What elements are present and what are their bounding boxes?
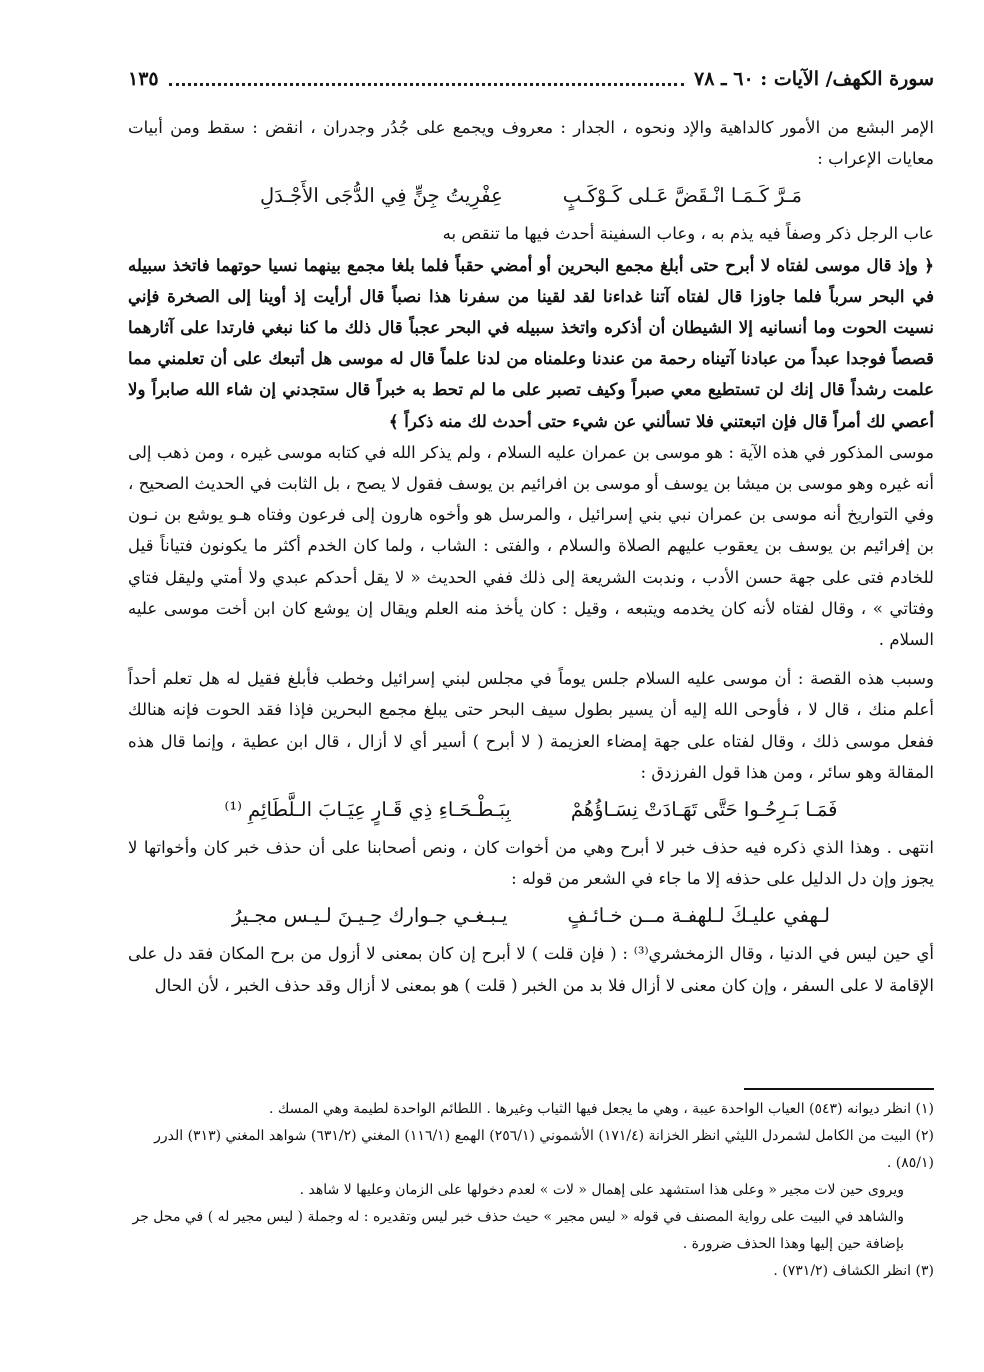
footnote: (٣) انظر الكشاف (٧٣١/٢) . bbox=[773, 1263, 934, 1279]
main-text bbox=[128, 112, 934, 1001]
footnote: (٢) البيت من الكامل لشمردل الليثي انظر الخزانة (١٧١/٤) الأشموني (٢٥٦/١) الهمع (١١٦/١) المغني (٦٣١/٢) شواهد المغني (٣١٣) الدرر (٨٥/١) . bbox=[154, 1128, 934, 1171]
verse-hemistich-first: فَمَـا بَـرِحُـوا حَتَّى تَهَـادَتْ نِسَـاؤُهُمْ bbox=[570, 798, 838, 822]
paragraph: وسبب هذه القصة : أن موسى عليه السلام جلس يوماً في مجلس لبني إسرائيل وخطب فأبلغ فقيل له هل تعلم أحداً أعلم منك ، قال لا ، فأوحى الله إليه أن يسير بطول سيف البحر حتى يبلغ مجمع البحرين فإذا فقد الحوت فإنه هنالك ففعل موسى ذلك ، وقال لفتاه على جهة إمضاء العزيمة ( لا أبرح ) أسير أي لا أزال ، قال ابن عطية ، وإنما قال هذه المقالة وهو سائر ، ومن هذا قول الفرزدق : bbox=[128, 669, 934, 782]
page-header bbox=[128, 62, 934, 96]
poetry-verse bbox=[128, 894, 934, 938]
footnote: (١) انظر ديوانه (٥٤٣) العياب الواحدة عيبة ، وهي ما يجعل فيها الثياب وغيرها . اللطائم الواحدة لطيمة وهي المسك . bbox=[268, 1101, 934, 1117]
header-dotted-leader bbox=[169, 73, 684, 86]
page-number: ١٣٥ bbox=[128, 68, 159, 90]
paragraph-gap bbox=[128, 655, 934, 663]
verse-hemistich-second: يـبـغـي جـوارك حِـيـنَ لـيـس مجـيرُ bbox=[232, 904, 508, 928]
paragraph: الإمر البشع من الأمور كالداهية والإد ونحوه ، الجدار : معروف ويجمع على جُدُر وجدران ، انقض : سقط ومن أبيات معايات الإعراب : bbox=[128, 118, 934, 169]
footnote-separator bbox=[744, 1088, 934, 1090]
quran-passage: ﴿ وإذ قال موسى لفتاه لا أبرح حتى أبلغ مجمع البحرين أو أمضي حقباً فلما بلغا مجمع بينهما نسيا حوتهما فاتخذ سبيله في البحر سرباً فلما جاوزا قال لفتاه آتنا غداءنا لقد لقينا من سفرنا هذا نصباً قال أرأيت إذ أوينا إلى الصخرة فإني نسيت الحوت وما أنسانيه إلا الشيطان أن أذكره واتخذ سبيله في البحر عجباً قال ذلك ما كنا نبغي فارتدا على آثارهما قصصاً فوجدا عبداً من عبادنا آتيناه رحمة من عندنا وعلمناه من لدنا علماً قال له موسى هل أتبعك على أن تعلمني مما علمت رشداً قال إنك لن تستطيع معي صبراً وكيف تصبر على ما لم تحط به خبراً قال ستجدني إن شاء الله صابراً ولا أعصي لك أمراً قال فإن اتبعتني فلا تسألني عن شيء حتى أحدث لك منه ذكراً ﴾ bbox=[128, 254, 934, 431]
poetry-verse bbox=[128, 788, 934, 832]
paragraph: عاب الرجل ذكر وصفاً فيه يذم به ، وعاب السفينة أحدث فيها ما تنقص به bbox=[442, 224, 934, 244]
footnote: والشاهد في البيت على رواية المصنف في قوله « ليس مجير » حيث حذف خبر ليس وتقديره : له وجملة ( ليس مجير له ) في محل جر بإضافة حين إليها وهذا الحذف ضرورة . bbox=[132, 1209, 904, 1252]
verse-hemistich-first: لـهفي عليـكَ لـلهفـة مــن خـائـفٍ bbox=[567, 904, 830, 928]
verse-hemistich-second: عِفْرِيتُ جِنٍّ فِي الدُّجَى الأَجْـدَلِ bbox=[260, 184, 503, 208]
paragraph: موسى المذكور في هذه الآية : هو موسى بن عمران عليه السلام ، ولم يذكر الله في كتابه موسى غيره ، ومن ذهب إلى أنه غيره وهو موسى بن ميشا بن يوسف أو موسى بن افرائيم بن يوسف فقول لا يصح ، بل الثابت في الحديث الصحيح ، وفي التواريخ أنه موسى بن عمران نبي بني إسرائيل ، والمرسل هو وأخوه هارون إلى فرعون وفتاه هـو يوشع بن نـون بن إفرائيم بن يوسف بن يعقوب عليهم الصلاة والسلام ، والفتى : الشاب ، ولما كان الخدم أكثر ما يكونون فتياناً قيل للخادم فتى على جهة حسن الأدب ، وندبت الشريعة إلى ذلك ففي الحديث « لا يقل أحدكم عبدي ولا أمتي وليقل فتاي وفتاتي » ، وقال لفتاه لأنه كان يخدمه ويتبعه ، وقيل : كان يأخذ منه العلم ويقال إن يوشع كان ابن أخت موسى عليه السلام . bbox=[128, 442, 934, 650]
footnotes bbox=[128, 1096, 934, 1285]
verse-hemistich-first: مَـرَّ كَـمَـا انْـقَضَّ عَـلى كَـوْكَـبٍ bbox=[562, 184, 802, 208]
paragraph: انتهى . وهذا الذي ذكره فيه حذف خبر لا أبرح وهي من أخوات كان ، ونص أصحابنا على أن حذف خبر كان وأخواتها لا يجوز وإن دل الدليل على حذفه إلا ما جاء في الشعر من قوله : bbox=[128, 838, 934, 889]
paragraph: أي حين ليس في الدنيا ، وقال الزمخشري⁽³⁾ : ( فإن قلت ) لا أبرح إن كان بمعنى لا أزول من برح المكان فقد دل على الإقامة لا على السفر ، وإن كان معنى لا أزال فلا بد من الخبر ( قلت ) هو بمعنى لا أزال وقد حذف الخبر ، لأن الحال bbox=[128, 944, 934, 995]
verse-hemistich-second: بِبَـطْـحَـاءِ ذِي قَـارٍ عِيَـابَ الـلَّطَائِمِ ⁽¹⁾ bbox=[224, 798, 511, 822]
poetry-verse bbox=[128, 174, 934, 218]
footnote: ويروى حين لات مجير « وعلى هذا استشهد على إهمال « لات » لعدم دخولها على الزمان وعليها لا شاهد . bbox=[299, 1182, 904, 1198]
running-title: سورة الكهف/ الآيات : ٦٠ ـ ٧٨ bbox=[694, 68, 934, 90]
